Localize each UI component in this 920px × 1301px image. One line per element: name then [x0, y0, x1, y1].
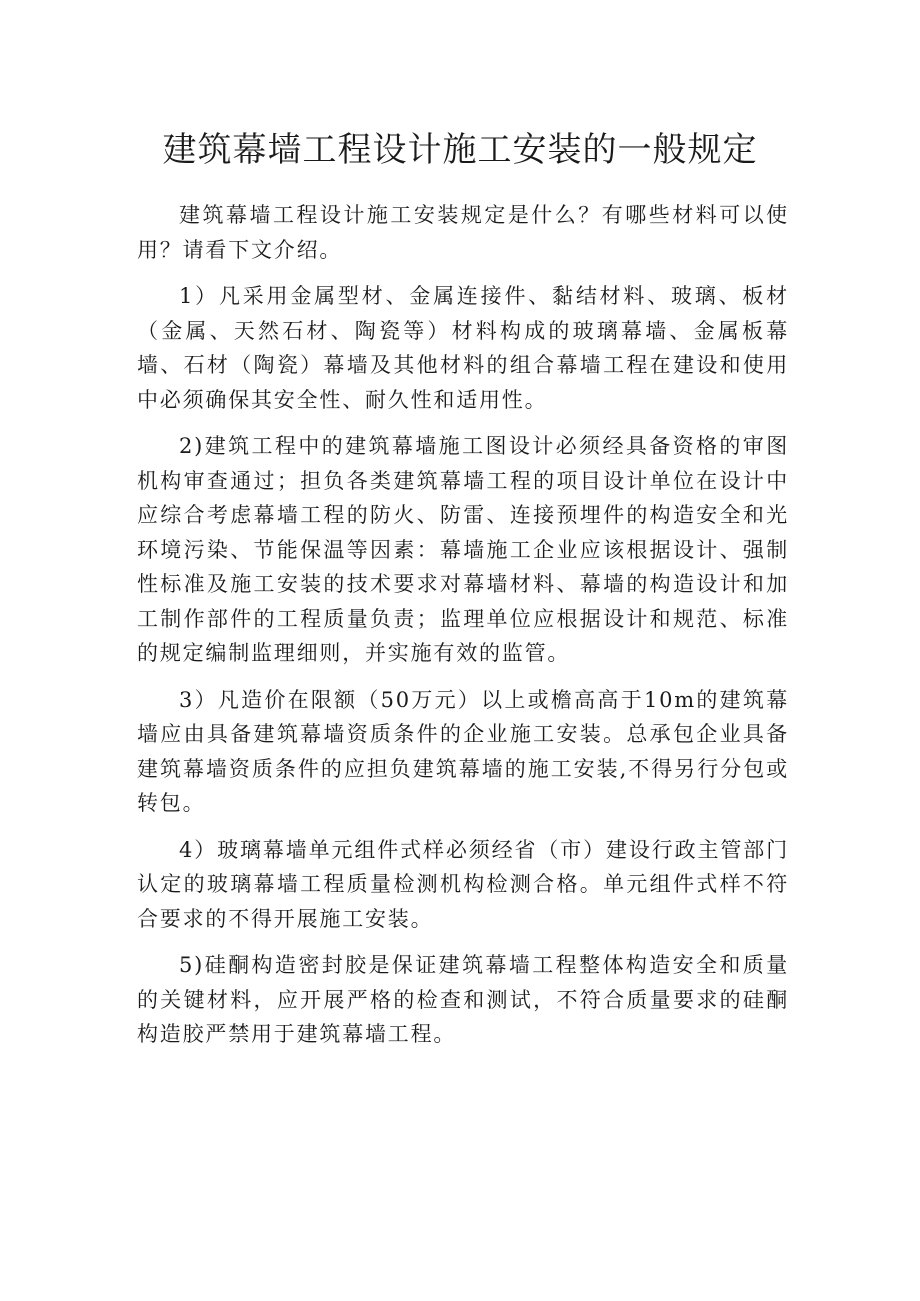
- clause-2-paragraph: 2)建筑工程中的建筑幕墙施工图设计必须经具备资格的审图机构审查通过；担负各类建筑幕墙工程的项目设计单位在设计中应综合考虑幕墙工程的防火、防雷、连接预埋件的构造安全和光环境污染、节能保温等因素：幕墙施工企业应该根据设计、强制性标准及施工安装的技术要求对幕墙材料、幕墙的构造设计和加工制作部件的工程质量负责；监理单位应根据设计和规范、标准的规定编制监理细则，并实施有效的监管。: [137, 434, 789, 665]
- clause-3-paragraph: 3）凡造价在限额（50万元）以上或檐高高于10m的建筑幕墙应由具备建筑幕墙资质条件的企业施工安装。总承包企业具备建筑幕墙资质条件的应担负建筑幕墙的施工安装,不得另行分包或转包。: [137, 687, 789, 815]
- clause-5-paragraph: 5)硅酮构造密封胶是保证建筑幕墙工程整体构造安全和质量的关键材料，应开展严格的检查和测试，不符合质量要求的硅酮构造胶严禁用于建筑幕墙工程。: [137, 953, 789, 1046]
- clause-1-paragraph: 1）凡采用金属型材、金属连接件、黏结材料、玻璃、板材（金属、天然石材、陶瓷等）材料构成的玻璃幕墙、金属板幕墙、石材（陶瓷）幕墙及其他材料的组合幕墙工程在建设和使用中必须确保其安全性、耐久性和适用性。: [137, 284, 789, 412]
- document-body: [137, 198, 789, 1064]
- intro-paragraph: 建筑幕墙工程设计施工安装规定是什么？有哪些材料可以使用？请看下文介绍。: [137, 203, 789, 262]
- document-title: 建筑幕墙工程设计施工安装的一般规定: [162, 130, 758, 170]
- clause-4-paragraph: 4）玻璃幕墙单元组件式样必须经省（市）建设行政主管部门认定的玻璃幕墙工程质量检测机构检测合格。单元组件式样不符合要求的不得开展施工安装。: [137, 837, 789, 931]
